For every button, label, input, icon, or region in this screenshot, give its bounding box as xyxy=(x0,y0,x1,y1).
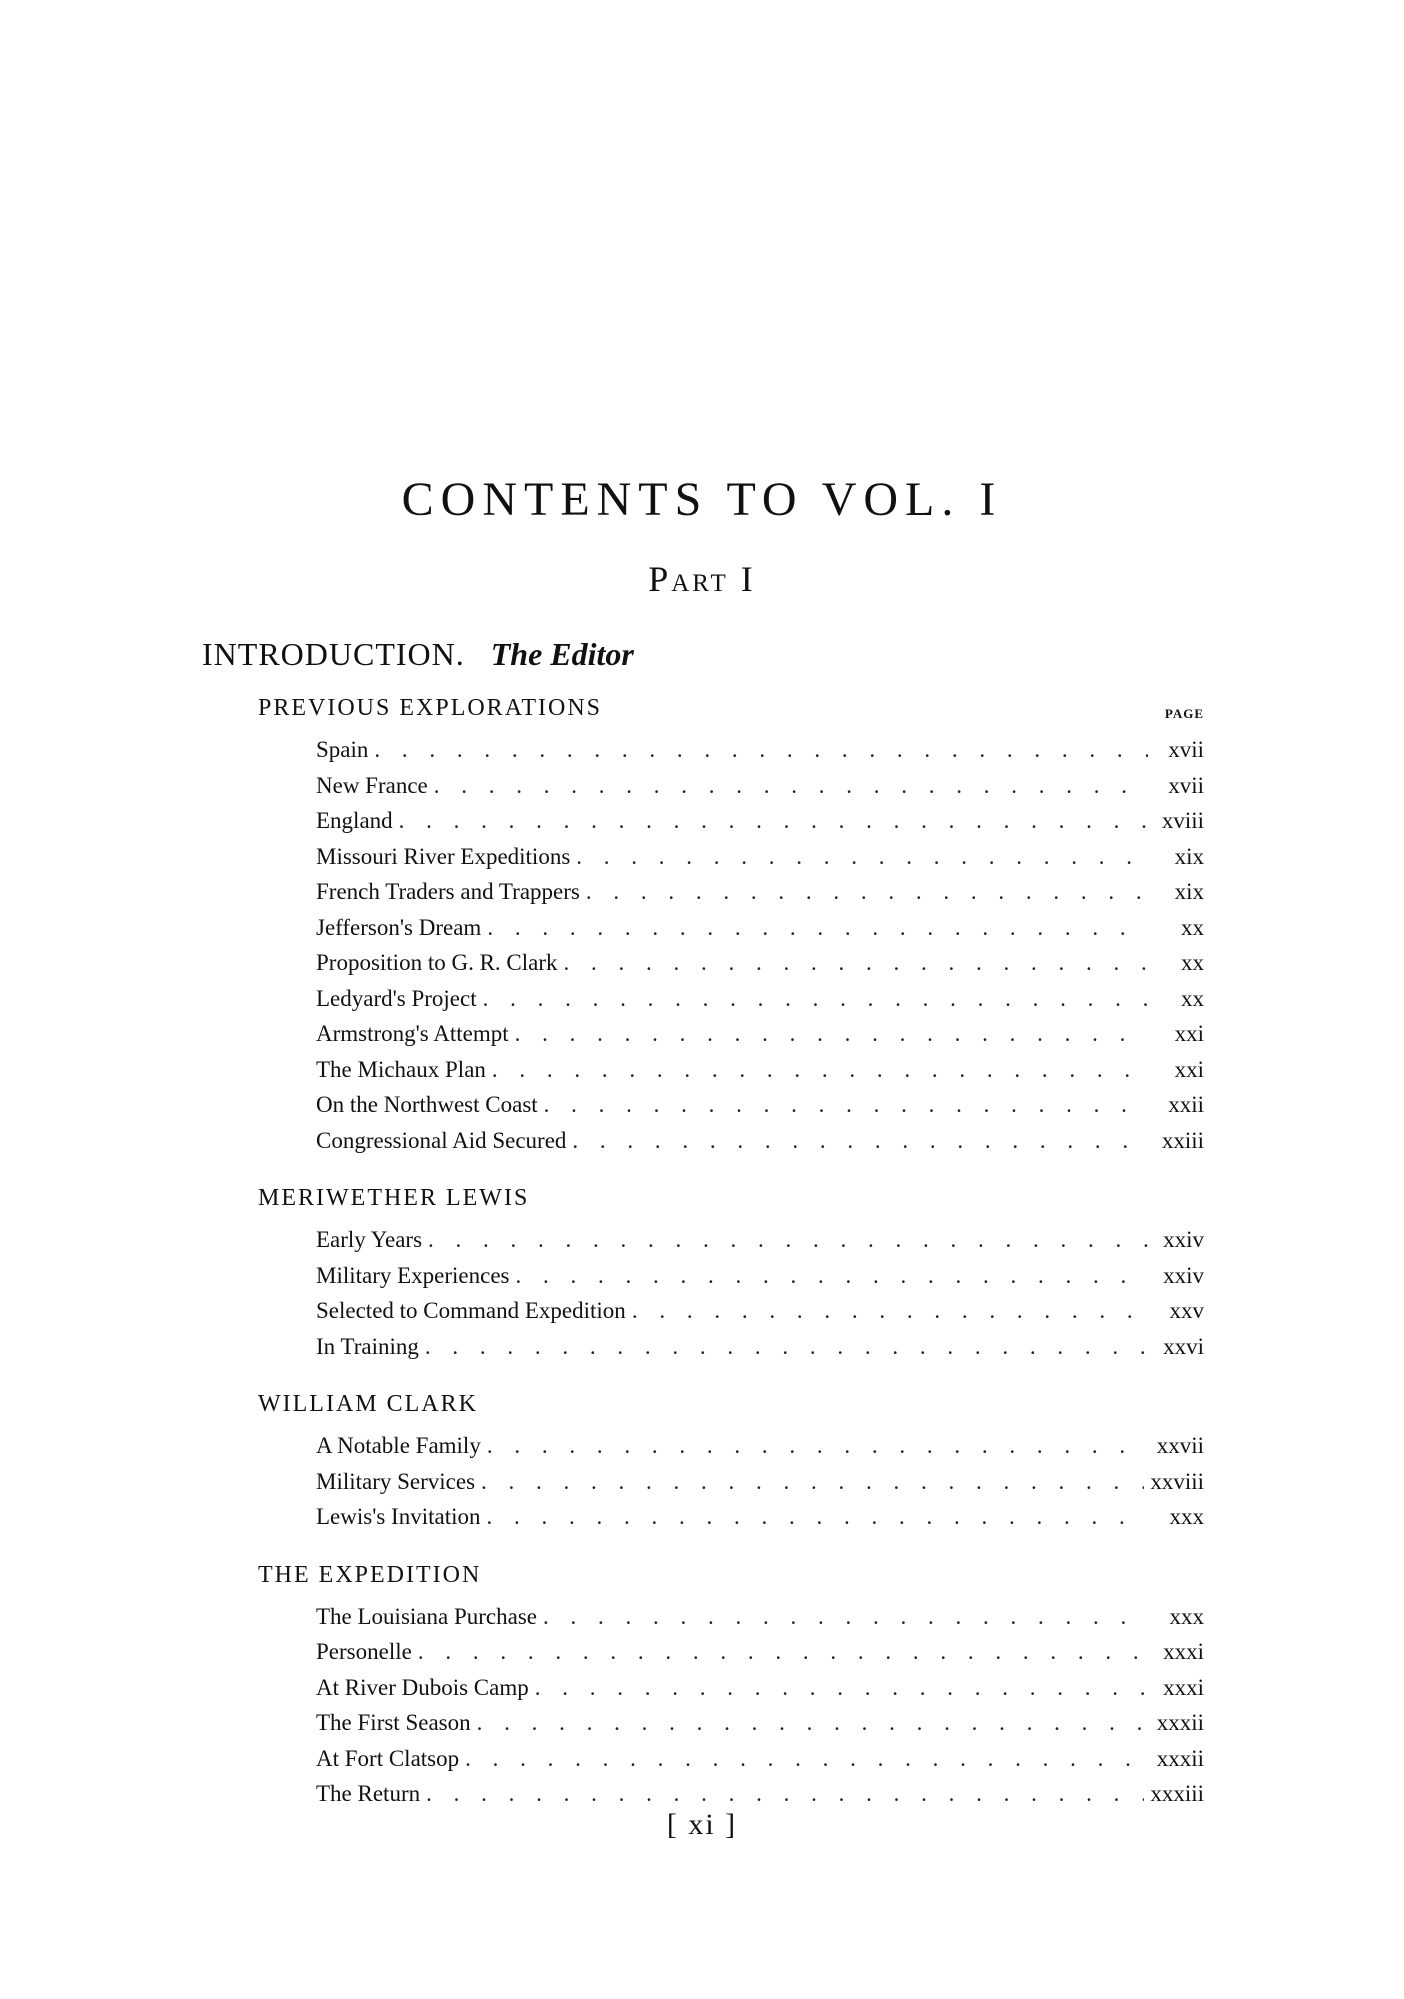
entry-label: Selected to Command Expedition xyxy=(316,1298,626,1323)
toc-entry xyxy=(258,1428,1204,1464)
toc-entry xyxy=(258,981,1204,1017)
toc-entry xyxy=(258,1123,1204,1159)
toc-entry xyxy=(258,732,1204,768)
toc-entry xyxy=(258,1776,1204,1812)
entry-page: xix xyxy=(1174,879,1204,904)
toc-section-meriwether-lewis xyxy=(258,1178,1204,1364)
toc-entry xyxy=(258,1052,1204,1088)
dot-leader xyxy=(515,1016,1148,1052)
dot-leader xyxy=(434,768,1148,804)
entry-page: xxxiii xyxy=(1150,1781,1204,1806)
entry-label: Lewis's Invitation xyxy=(316,1504,481,1529)
section-heading: THE EXPEDITION xyxy=(258,1561,482,1588)
section-heading: WILLIAM CLARK xyxy=(258,1391,478,1417)
dot-leader xyxy=(492,1052,1148,1088)
toc-entry xyxy=(258,1222,1204,1258)
entry-page: xvii xyxy=(1168,737,1204,762)
dot-leader xyxy=(418,1634,1148,1670)
entry-label: Ledyard's Project xyxy=(316,985,477,1011)
entry-label: England xyxy=(316,808,393,833)
dot-leader xyxy=(586,874,1148,910)
entry-page: xxiv xyxy=(1163,1262,1204,1288)
toc-entry xyxy=(258,1634,1204,1670)
entry-page: xxvii xyxy=(1156,1433,1204,1458)
entry-page: xxiii xyxy=(1161,1127,1204,1153)
entry-label: New France xyxy=(316,772,428,798)
entry-label: Proposition to G. R. Clark xyxy=(316,950,558,975)
entry-page: xviii xyxy=(1161,808,1204,833)
toc-entry xyxy=(258,768,1204,804)
entry-label: On the Northwest Coast xyxy=(316,1092,538,1117)
dot-leader xyxy=(374,732,1148,768)
entry-page: xxxii xyxy=(1156,1710,1204,1735)
dot-leader xyxy=(483,981,1148,1017)
toc-entry xyxy=(258,1705,1204,1741)
entry-label: Military Services xyxy=(316,1468,476,1494)
introduction-label: INTRODUCTION. xyxy=(202,636,465,672)
toc-entry xyxy=(258,1670,1204,1706)
table-of-contents xyxy=(258,688,1204,1832)
page-folio: [ xi ] xyxy=(666,1808,738,1841)
toc-entry xyxy=(258,1741,1204,1777)
section-heading: MERIWETHER LEWIS xyxy=(258,1185,530,1211)
section-heading: PREVIOUS EXPLORATIONS xyxy=(258,695,603,721)
toc-entry xyxy=(258,1293,1204,1329)
entry-page: xxxi xyxy=(1163,1674,1204,1700)
entry-label: At Fort Clatsop xyxy=(316,1745,460,1771)
dot-leader xyxy=(535,1670,1148,1706)
entry-label: Jefferson's Dream xyxy=(316,914,482,940)
entry-label: The First Season xyxy=(316,1710,471,1735)
dot-leader xyxy=(632,1293,1148,1329)
dot-leader xyxy=(564,945,1148,981)
entry-page: xx xyxy=(1181,950,1204,975)
entry-page: xxi xyxy=(1174,1021,1204,1046)
toc-section-previous-explorations xyxy=(258,688,1204,1158)
page-title: CONTENTS TO VOL. I xyxy=(401,473,1003,526)
entry-page: xxxii xyxy=(1156,1745,1204,1771)
dot-leader xyxy=(426,1776,1144,1812)
toc-entry xyxy=(258,803,1204,839)
entry-page: xx xyxy=(1181,985,1204,1011)
toc-entry xyxy=(258,1329,1204,1365)
entry-label: The Michaux Plan xyxy=(316,1056,486,1082)
part-heading: Part I xyxy=(648,559,756,599)
toc-entry xyxy=(258,910,1204,946)
dot-leader xyxy=(487,1428,1148,1464)
entry-page: xix xyxy=(1174,843,1204,869)
dot-leader xyxy=(544,1087,1148,1123)
entry-label: In Training xyxy=(316,1333,419,1359)
entry-label: French Traders and Trappers xyxy=(316,879,580,904)
entry-page: xxvi xyxy=(1163,1333,1204,1359)
entry-label: Missouri River Expeditions xyxy=(316,843,571,869)
entry-label: Spain xyxy=(316,737,369,762)
toc-entry xyxy=(258,1016,1204,1052)
dot-leader xyxy=(487,910,1148,946)
entry-page: xxiv xyxy=(1163,1227,1204,1252)
entry-label: Armstrong's Attempt xyxy=(316,1021,509,1046)
toc-entry xyxy=(258,874,1204,910)
dot-leader xyxy=(576,839,1148,875)
entry-page: xvii xyxy=(1168,772,1204,798)
dot-leader xyxy=(399,803,1148,839)
entry-page: xxxi xyxy=(1163,1639,1204,1664)
entry-page: xx xyxy=(1181,914,1204,940)
dot-leader xyxy=(465,1741,1148,1777)
entry-label: A Notable Family xyxy=(316,1433,481,1458)
toc-section-william-clark xyxy=(258,1384,1204,1535)
entry-label: Congressional Aid Secured xyxy=(316,1127,567,1153)
entry-label: Early Years xyxy=(316,1227,423,1252)
toc-entry xyxy=(258,1464,1204,1500)
dot-leader xyxy=(477,1705,1148,1741)
introduction-heading xyxy=(202,636,634,673)
entry-page: xxviii xyxy=(1150,1468,1204,1494)
dot-leader xyxy=(516,1258,1148,1294)
introduction-author: The Editor xyxy=(490,636,634,672)
entry-page: xxv xyxy=(1169,1298,1204,1323)
entry-label: The Louisiana Purchase xyxy=(316,1603,537,1629)
dot-leader xyxy=(486,1499,1148,1535)
dot-leader xyxy=(428,1222,1148,1258)
toc-entry xyxy=(258,1258,1204,1294)
page-column-label: PAGE xyxy=(1164,706,1204,721)
toc-entry xyxy=(258,945,1204,981)
entry-label: Personelle xyxy=(316,1639,412,1664)
entry-page: xxii xyxy=(1168,1092,1204,1117)
toc-entry xyxy=(258,1599,1204,1635)
entry-label: At River Dubois Camp xyxy=(316,1674,529,1700)
toc-section-the-expedition xyxy=(258,1555,1204,1812)
entry-label: Military Experiences xyxy=(316,1262,510,1288)
dot-leader xyxy=(572,1123,1148,1159)
entry-label: The Return xyxy=(316,1781,421,1806)
dot-leader xyxy=(425,1329,1148,1365)
dot-leader xyxy=(543,1599,1148,1635)
entry-page: xxx xyxy=(1169,1603,1204,1629)
toc-entry xyxy=(258,1499,1204,1535)
toc-entry xyxy=(258,1087,1204,1123)
entry-page: xxx xyxy=(1169,1504,1204,1529)
dot-leader xyxy=(481,1464,1144,1500)
entry-page: xxi xyxy=(1174,1056,1204,1082)
toc-entry xyxy=(258,839,1204,875)
